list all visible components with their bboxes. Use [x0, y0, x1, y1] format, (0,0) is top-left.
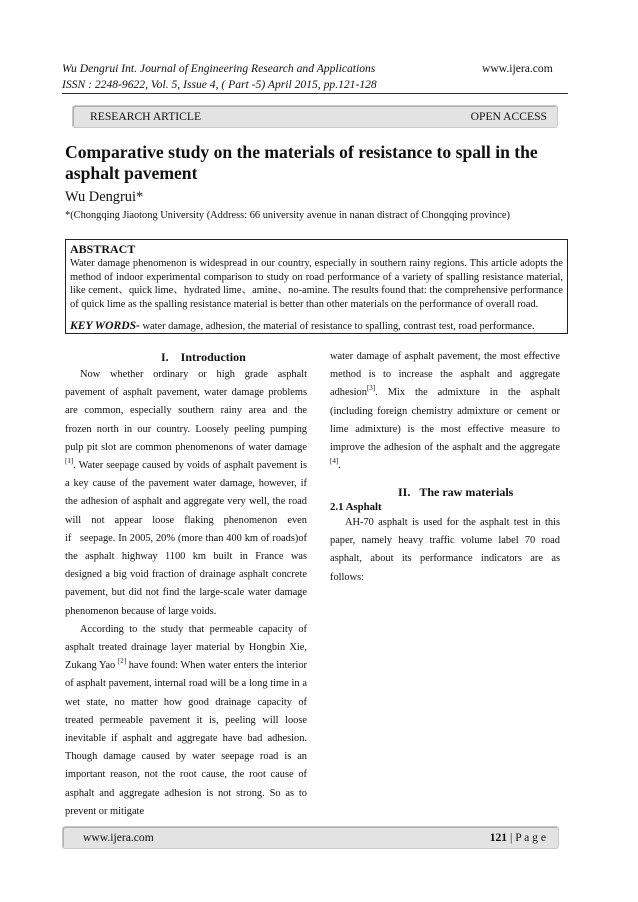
asphalt-paragraph: AH-70 asphalt is used for the asphalt test in this paper, namely heavy traffic volume label 70 road asphalt, about its performance indicators are as follows: — [330, 517, 560, 583]
research-article-label: RESEARCH ARTICLE — [90, 110, 202, 123]
author-affiliation: *(Chongqing Jiaotong University (Address: 66 university avenue in nanan distract of Chongqing province) — [65, 210, 510, 221]
citation-ref-4[interactable]: [4] — [330, 457, 339, 466]
open-access-label: OPEN ACCESS — [470, 110, 547, 123]
asphalt-subheading: 2.1 Asphalt — [330, 501, 382, 513]
page-number: 121 | P a g e — [489, 831, 546, 844]
intro-paragraph-1: Now whether ordinary or high grade asphalt pavement of asphalt pavement, water damage problems are common, especially southern rainy area and the frozen north in our country. Loosely peeling pumping pulp pit slot are common phenomenons of water damage [1]. Water seepage caused by voids of asphalt pavement is a key cause of the pavement water damage, however, if the adhesion of asphalt and aggregate very well, the road will not appear loose flaking phenomenon even if seepage. In 2005, 20% (more than 400 km of roads)of the asphalt highway 1100 km built in France was designed a big void fraction of drainage asphalt concrete pavement, but did not find the large-scale water damage phenomenon because of large voids. — [65, 369, 307, 617]
article-type-banner — [72, 105, 558, 128]
header-url[interactable]: www.ijera.com — [482, 62, 553, 75]
citation-ref-3[interactable]: [3] — [366, 384, 376, 393]
paper-title: Comparative study on the materials of resistance to spall in the asphalt pavement — [65, 142, 538, 183]
journal-line: Wu Dengrui Int. Journal of Engineering Research and Applications — [62, 62, 376, 75]
citation-ref-2[interactable]: [2] — [117, 657, 127, 666]
keywords-label: KEY WORDS- — [70, 319, 140, 332]
left-column — [65, 366, 307, 821]
abstract-heading: ABSTRACT — [70, 242, 136, 256]
footer-bar — [62, 826, 559, 849]
author-name: Wu Dengrui* — [65, 189, 144, 205]
footer-url[interactable]: www.ijera.com — [83, 831, 154, 844]
introduction-heading: I. Introduction — [161, 350, 246, 364]
abstract-box — [65, 239, 568, 334]
citation-ref-1[interactable]: [1] — [65, 457, 74, 466]
header-rule — [62, 93, 568, 94]
intro-paragraph-2: According to the study that permeable capacity of asphalt treated drainage layer material by Hongbin Xie, Zukang Yao [2] have found: When water enters the interior of asphalt pavement, internal road will be a long time in a wet state, no matter how good drainage capacity of treated permeable pavement it is, peeling will loose inevitable if asphalt and aggregate have bad adhesion. Though damage caused by water seepage road is an important reason, not the root cause, the root cause of asphalt and aggregate adhesion is not strong. So as to prevent or mitigate — [65, 623, 307, 817]
issn-line: ISSN : 2248-9622, Vol. 5, Issue 4, ( Part -5) April 2015, pp.121-128 — [62, 78, 377, 91]
abstract-text: Water damage phenomenon is widespread in our country, especially in southern rainy regions. This article adopts the method of indoor experimental comparison to study on road performance of a variety of spalling resistance material, like cement、quick lime、hydrated lime、amine、no-amine. The results found that: the comprehensive performance of quick lime as the spalling resistance material is better than other materials on the performance of overall road. — [70, 258, 563, 310]
right-column-paragraph-1: water damage of asphalt pavement, the most effective method is to increase the asphalt and aggregate adhesion[3]. Mix the admixture in the asphalt (including foreign chemistry admixture or cement or lime admixture) is the most effective measure to improve the adhesion of the asphalt and the aggregate [4]. — [330, 351, 560, 472]
raw-materials-heading: II. The raw materials — [398, 485, 514, 499]
keywords-line — [70, 319, 535, 332]
keywords-text: water damage, adhesion, the material of resistance to spalling, contrast test, road performance. — [139, 321, 535, 332]
